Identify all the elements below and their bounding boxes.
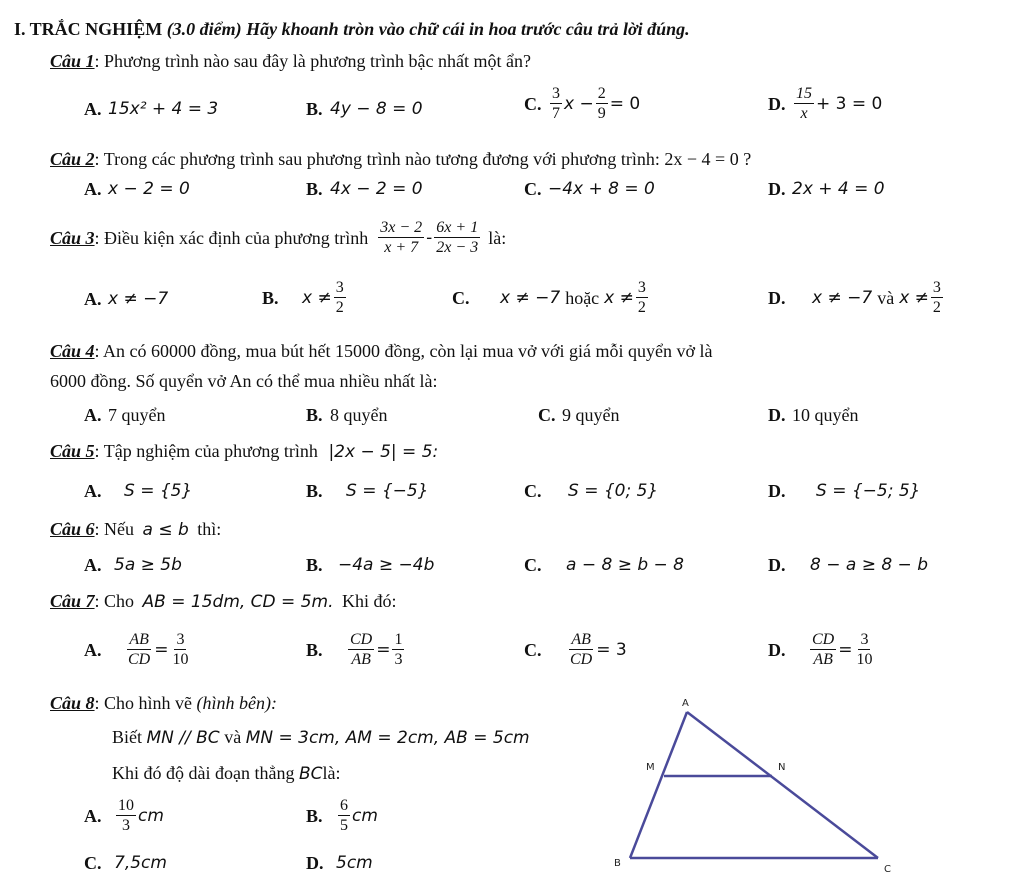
option-letter: C.: [524, 93, 542, 114]
fraction: $\frac{6x + 1}{2x - 3}$: [436, 219, 479, 256]
fraction: $\frac{3}{2}$: [932, 279, 941, 316]
option-letter: C.: [524, 481, 542, 501]
option-8c[interactable]: [84, 852, 167, 874]
option-letter: B.: [306, 179, 323, 199]
option-expr: = 3: [596, 639, 627, 660]
option-expr: S = {−5}: [346, 481, 429, 501]
option-5d[interactable]: [768, 480, 920, 502]
option-expr: x ≠ −7: [500, 287, 561, 308]
question-label: Câu 6: [50, 519, 95, 539]
option-8a[interactable]: [84, 796, 164, 835]
option-3a[interactable]: [84, 288, 168, 310]
question-3: [50, 218, 506, 257]
question-condition: a ≤ b: [142, 520, 189, 540]
equals-sign: =: [154, 639, 169, 660]
option-6d[interactable]: [768, 554, 928, 576]
option-expr: + 3 = 0: [816, 93, 883, 114]
option-letter: A.: [84, 481, 102, 501]
fraction: $\frac{6}{5}$: [340, 797, 348, 834]
option-3d[interactable]: [768, 278, 945, 317]
option-expr: 4x − 2 = 0: [330, 179, 423, 199]
question-text: : Điều kiện xác định của phương trình: [94, 227, 369, 248]
question-5: [50, 440, 438, 463]
question-text: : Cho: [94, 591, 135, 611]
question-8-ask: Khi đó độ dài đoạn thẳng BClà:: [112, 763, 341, 784]
option-5b[interactable]: [306, 480, 429, 502]
vertex-label-b: B: [614, 858, 621, 869]
vertex-label-n: N: [778, 762, 786, 773]
option-1b[interactable]: [306, 98, 423, 120]
option-1a[interactable]: [84, 98, 218, 120]
option-expr: x − 2 = 0: [108, 179, 190, 199]
fraction: $\frac{3x - 2}{x + 7}$: [380, 219, 423, 256]
option-4b[interactable]: [306, 404, 388, 426]
vertex-label-a: A: [682, 698, 689, 709]
known-parallel: MN // BC: [146, 728, 220, 748]
option-6a[interactable]: [84, 554, 182, 576]
option-letter: D.: [306, 853, 324, 873]
option-expr: 15x² + 4 = 3: [108, 99, 219, 119]
option-unit: cm: [352, 805, 378, 826]
option-letter: B.: [306, 639, 323, 660]
option-text: 9 quyển: [562, 405, 620, 425]
option-letter: D.: [768, 405, 786, 425]
option-letter: C.: [452, 287, 470, 308]
option-letter: B.: [306, 481, 323, 501]
equals-sign: =: [838, 639, 853, 660]
question-text: : Trong các phương trình sau phương trình nào tương đương với phương trình: 2x − 4 = 0 ?: [94, 149, 752, 169]
fraction: $\frac{CD}{AB}$: [350, 631, 373, 668]
option-letter: B.: [306, 555, 323, 575]
option-expr: x ≠ −7: [108, 289, 169, 309]
fraction: $\frac{AB}{CD}$: [128, 631, 151, 668]
fraction: $\frac{3}{10}$: [172, 631, 189, 668]
question-label: Câu 5: [50, 441, 95, 461]
option-expr: x ≠: [899, 287, 929, 308]
option-expr: 8 − a ≥ 8 − b: [810, 555, 928, 575]
fraction: $\frac{CD}{AB}$: [812, 631, 835, 668]
question-4: [50, 340, 713, 362]
question-4-line2: [50, 370, 437, 392]
question-label: Câu 8: [50, 693, 95, 713]
question-label: Câu 7: [50, 591, 95, 611]
section-title: I. TRẮC NGHIỆM: [14, 19, 163, 39]
option-3c[interactable]: [452, 278, 650, 317]
option-letter: D.: [768, 93, 786, 114]
fraction: $\frac{1}{3}$: [394, 631, 403, 668]
ask-segment: BC: [298, 764, 323, 784]
option-6b[interactable]: [306, 554, 434, 576]
option-letter: D.: [768, 639, 786, 660]
option-4a[interactable]: [84, 404, 166, 426]
option-text: 8 quyển: [330, 405, 388, 425]
option-expr: 2x + 4 = 0: [792, 179, 885, 199]
option-letter: D.: [768, 287, 786, 308]
question-equation: |2x − 5| = 5:: [328, 442, 439, 462]
option-expr: 5cm: [336, 853, 373, 873]
option-5a[interactable]: [84, 480, 192, 502]
option-2a[interactable]: [84, 178, 190, 200]
minus-sign: -: [426, 227, 433, 248]
option-letter: C.: [84, 853, 102, 873]
question-tail: là:: [488, 227, 507, 248]
option-letter: B.: [262, 287, 279, 308]
vertex-label-m: M: [646, 762, 655, 773]
question-text: : Nếu: [94, 519, 135, 539]
option-8d[interactable]: [306, 852, 373, 874]
question-8: [50, 692, 277, 714]
option-2b[interactable]: [306, 178, 423, 200]
option-2c[interactable]: [524, 178, 655, 200]
fraction: $\frac{3}{10}$: [856, 631, 873, 668]
option-letter: A.: [84, 289, 102, 309]
equals-sign: =: [376, 639, 391, 660]
question-label: Câu 1: [50, 51, 95, 71]
option-unit: cm: [138, 805, 164, 826]
known-lengths: MN = 3cm, AM = 2cm, AB = 5cm: [245, 728, 530, 748]
option-expr: 4y − 8 = 0: [330, 99, 423, 119]
option-expr: x −: [564, 93, 594, 114]
option-expr: x ≠: [604, 287, 634, 308]
question-label: Câu 3: [50, 227, 95, 248]
option-letter: D.: [768, 179, 786, 199]
fraction: $\frac{3}{7}$: [552, 85, 560, 122]
option-letter: D.: [768, 481, 786, 501]
question-ref: (hình bên):: [196, 693, 278, 713]
option-letter: C.: [524, 179, 542, 199]
option-letter: A.: [84, 639, 102, 660]
fraction: $\frac{2}{9}$: [597, 85, 606, 122]
option-expr: x ≠: [302, 287, 332, 308]
segment-ac: [687, 712, 878, 858]
option-text: 10 quyển: [792, 405, 859, 425]
option-2d[interactable]: [768, 178, 885, 200]
option-letter: D.: [768, 555, 786, 575]
option-letter: B.: [306, 805, 323, 826]
option-letter: A.: [84, 179, 102, 199]
question-1: [50, 50, 531, 72]
vertex-label-c: C: [884, 864, 891, 875]
option-7d[interactable]: [768, 630, 876, 669]
question-text: 6000 đồng. Số quyển vở An có thể mua nhiều nhất là:: [50, 371, 438, 391]
option-expr: S = {0; 5}: [568, 481, 659, 501]
option-7a[interactable]: [84, 630, 192, 669]
option-expr: S = {−5; 5}: [816, 481, 921, 501]
question-text: : An có 60000 đồng, mua bút hết 15000 đồng, còn lại mua vở với giá mỗi quyển vở là: [94, 341, 713, 361]
option-text: 7 quyển: [108, 405, 166, 425]
option-5c[interactable]: [524, 480, 658, 502]
option-word: và: [877, 287, 895, 308]
option-letter: A.: [84, 405, 102, 425]
option-letter: A.: [84, 805, 102, 826]
option-expr: 7,5cm: [114, 853, 167, 873]
question-text: : Tập nghiệm của phương trình: [94, 441, 318, 461]
fraction: $\frac{10}{3}$: [118, 797, 134, 834]
question-given: AB = 15dm, CD = 5m.: [142, 592, 334, 612]
triangle-figure: [600, 690, 920, 890]
option-expr: a − 8 ≥ b − 8: [566, 555, 684, 575]
option-letter: C.: [524, 639, 542, 660]
option-expr: S = {5}: [124, 481, 193, 501]
section-instruction: Hãy khoanh tròn vào chữ cái in hoa trước câu trả lời đúng.: [246, 19, 690, 39]
option-1d[interactable]: [768, 84, 882, 123]
question-text: : Phương trình nào sau đây là phương trình bậc nhất một ẩn?: [94, 51, 531, 71]
option-4c[interactable]: [538, 404, 620, 426]
option-8b[interactable]: [306, 796, 378, 835]
question-label: Câu 2: [50, 149, 95, 169]
question-8-known: Biết MN // BC và MN = 3cm, AM = 2cm, AB = 5cm: [112, 727, 530, 748]
question-label: Câu 4: [50, 341, 95, 361]
option-letter: A.: [84, 555, 102, 575]
fraction: $\frac{AB}{CD}$: [570, 631, 593, 668]
option-expr: = 0: [609, 93, 641, 114]
question-7: [50, 590, 397, 613]
fraction: $\frac{3}{2}$: [637, 279, 646, 316]
question-text-post: Khi đó:: [341, 591, 397, 611]
option-expr: −4a ≥ −4b: [338, 555, 435, 575]
fraction: $\frac{3}{2}$: [335, 279, 344, 316]
option-letter: B.: [306, 405, 323, 425]
segment-ab: [630, 712, 687, 858]
option-7c[interactable]: [524, 630, 627, 669]
fraction: $\frac{15}{x}$: [796, 85, 812, 122]
option-letter: A.: [84, 99, 102, 119]
option-letter: B.: [306, 99, 323, 119]
option-expr: −4x + 8 = 0: [548, 179, 655, 199]
option-letter: C.: [538, 405, 556, 425]
option-expr: 5a ≥ 5b: [114, 555, 182, 575]
option-6c[interactable]: [524, 554, 684, 576]
option-expr: x ≠ −7: [812, 287, 873, 308]
option-4d[interactable]: [768, 404, 859, 426]
option-3b[interactable]: [262, 278, 348, 317]
option-letter: C.: [524, 555, 542, 575]
question-text: : Cho hình vẽ: [94, 693, 193, 713]
question-text-then: thì:: [197, 519, 222, 539]
question-2: [50, 148, 751, 170]
option-7b[interactable]: [306, 630, 406, 669]
question-6: [50, 518, 221, 541]
section-points: (3.0 điểm): [166, 19, 242, 39]
option-word: hoặc: [565, 287, 600, 308]
section-heading: [14, 18, 690, 40]
option-1c[interactable]: [524, 84, 640, 123]
